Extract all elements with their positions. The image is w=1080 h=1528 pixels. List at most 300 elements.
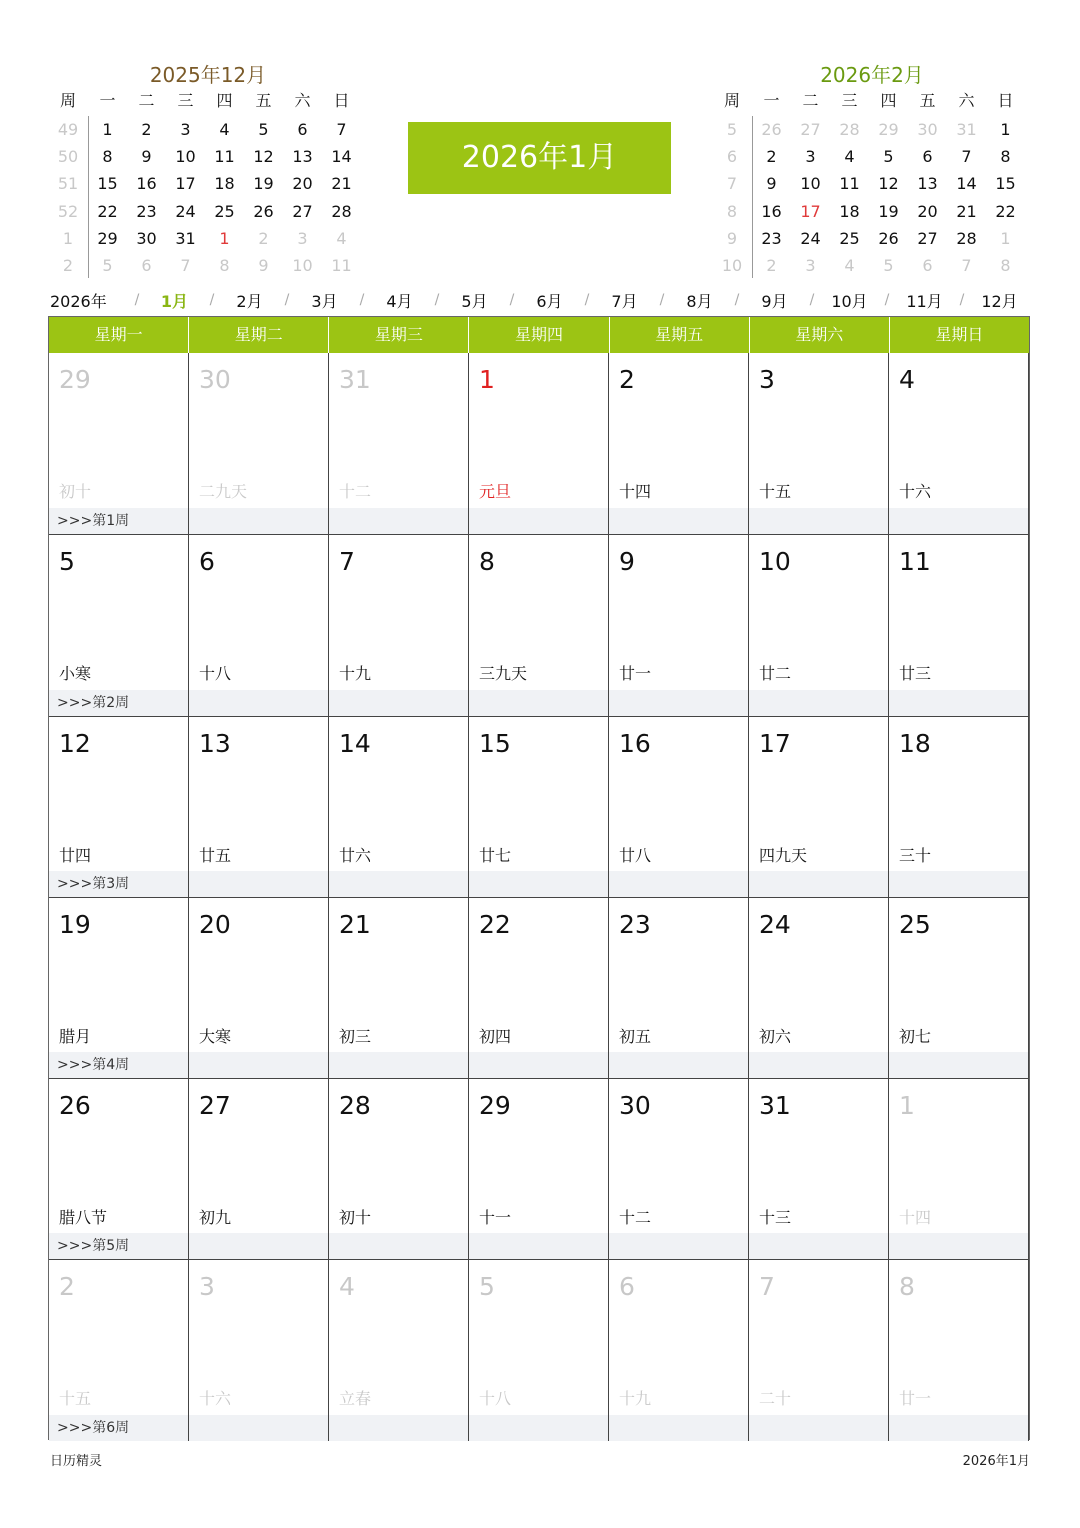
mini-week-row	[48, 225, 361, 252]
mini-calendar-divider	[88, 116, 89, 278]
day-cell[interactable]	[749, 1260, 889, 1440]
lunar-date: 廿一	[619, 664, 652, 684]
lunar-date: 小寒	[59, 664, 92, 684]
lunar-date: 二十	[759, 1389, 792, 1409]
day-cell[interactable]	[189, 1260, 329, 1440]
mini-day[interactable]: 2	[766, 256, 777, 275]
weekday-header-cell: 二	[802, 91, 819, 110]
day-number: 5	[479, 1272, 495, 1302]
mini-day[interactable]: 26	[253, 201, 274, 221]
day-cell[interactable]	[469, 535, 609, 715]
nav-separator: /	[134, 292, 140, 308]
mini-day[interactable]: 1	[1000, 120, 1011, 139]
mini-day[interactable]: 2	[141, 120, 152, 139]
mini-day[interactable]: 9	[766, 174, 777, 194]
day-cell[interactable]	[609, 1260, 749, 1440]
mini-day[interactable]: 1	[219, 228, 230, 248]
lunar-date: 十八	[199, 664, 232, 684]
mini-day[interactable]: 10	[292, 256, 313, 275]
day-cell-footer	[889, 871, 1028, 897]
mini-day[interactable]: 1	[102, 120, 113, 139]
month-link-12[interactable]: 12月	[981, 291, 1018, 311]
day-cell[interactable]	[469, 1260, 609, 1440]
mini-day[interactable]: 16	[761, 201, 782, 221]
mini-day[interactable]: 26	[878, 228, 899, 248]
day-cell-footer	[749, 508, 888, 534]
day-cell-footer	[329, 1052, 468, 1078]
mini-day[interactable]: 23	[761, 228, 782, 248]
mini-day[interactable]: 4	[844, 147, 855, 167]
day-cell[interactable]	[189, 717, 329, 897]
mini-day[interactable]: 7	[336, 120, 347, 139]
mini-day[interactable]: 15	[97, 174, 118, 194]
mini-day[interactable]: 8	[1000, 147, 1011, 167]
mini-day[interactable]: 13	[917, 174, 938, 194]
weekday-header-cell: 五	[255, 91, 272, 110]
nav-separator: /	[809, 292, 815, 308]
mini-day[interactable]: 9	[141, 147, 152, 167]
mini-day[interactable]: 11	[331, 256, 352, 275]
mini-day[interactable]: 28	[956, 228, 977, 248]
lunar-date: 初三	[339, 1026, 372, 1046]
mini-day[interactable]: 23	[136, 201, 157, 221]
lunar-date: 腊八节	[59, 1208, 108, 1228]
day-cell[interactable]	[49, 717, 189, 897]
mini-day[interactable]: 3	[180, 120, 191, 139]
week-row	[49, 716, 1029, 897]
day-cell[interactable]	[469, 353, 609, 534]
day-cell-footer	[189, 871, 328, 897]
week-number: 51	[57, 174, 79, 194]
lunar-date: 三九天	[479, 664, 528, 684]
day-cell-footer	[749, 690, 888, 716]
day-cell[interactable]	[889, 898, 1029, 1078]
day-cell-footer	[609, 508, 748, 534]
mini-day[interactable]: 1	[1000, 228, 1011, 248]
day-number: 30	[619, 1091, 651, 1121]
mini-day[interactable]: 17	[175, 174, 196, 194]
mini-day[interactable]: 30	[917, 120, 938, 139]
mini-day[interactable]: 3	[805, 256, 816, 275]
day-number: 5	[59, 547, 75, 577]
mini-day[interactable]: 24	[175, 201, 196, 221]
mini-day[interactable]: 10	[175, 147, 196, 167]
day-number: 1	[899, 1091, 915, 1121]
mini-day[interactable]: 3	[297, 228, 308, 248]
week-label: >>>第4周	[57, 1057, 130, 1074]
day-number: 29	[59, 365, 91, 394]
week-row	[49, 353, 1029, 534]
week-number: 2	[62, 256, 74, 275]
mini-day[interactable]: 6	[141, 256, 152, 275]
day-cell-footer	[749, 1052, 888, 1078]
lunar-date: 大寒	[199, 1026, 232, 1046]
month-link-6[interactable]: 6月	[536, 291, 563, 311]
day-number: 20	[199, 909, 231, 939]
day-cell[interactable]	[189, 1079, 329, 1259]
mini-day[interactable]: 12	[253, 147, 274, 167]
day-number: 3	[759, 365, 775, 394]
mini-day[interactable]: 31	[956, 120, 977, 139]
mini-day[interactable]: 13	[292, 147, 313, 167]
lunar-date: 十二	[619, 1208, 652, 1228]
mini-day[interactable]: 5	[258, 120, 269, 139]
month-link-8[interactable]: 8月	[686, 291, 713, 311]
mini-week-row	[712, 170, 1025, 197]
mini-day[interactable]: 16	[136, 174, 157, 194]
mini-week-row	[48, 252, 361, 279]
day-cell[interactable]	[749, 535, 889, 715]
day-cell-footer	[609, 1052, 748, 1078]
week-row	[49, 534, 1029, 715]
day-cell-footer	[889, 1233, 1028, 1259]
mini-day[interactable]: 10	[800, 174, 821, 194]
footer-month: 2026年1月	[962, 1454, 1030, 1469]
day-cell-footer	[749, 871, 888, 897]
day-cell-footer	[189, 1233, 328, 1259]
mini-day[interactable]: 8	[1000, 256, 1011, 275]
day-cell[interactable]	[749, 898, 889, 1078]
week-number: 52	[57, 201, 79, 221]
day-cell-footer	[329, 508, 468, 534]
lunar-date: 廿三	[899, 664, 932, 684]
mini-day[interactable]: 18	[839, 201, 860, 221]
day-number: 1	[479, 365, 495, 394]
day-cell[interactable]	[189, 898, 329, 1078]
day-cell-footer	[329, 1233, 468, 1259]
mini-day[interactable]: 6	[922, 256, 933, 275]
weekday-header-cell: 三	[841, 91, 858, 110]
mini-week-row	[48, 170, 361, 197]
lunar-date: 十六	[899, 482, 932, 501]
mini-day[interactable]: 28	[331, 201, 352, 221]
day-cell-footer	[469, 871, 608, 897]
mini-day[interactable]: 29	[97, 228, 118, 248]
lunar-date: 立春	[339, 1389, 372, 1409]
mini-day[interactable]: 30	[136, 228, 157, 248]
day-number: 4	[339, 1272, 355, 1302]
day-cell-footer	[889, 508, 1028, 534]
mini-calendar-divider	[752, 116, 753, 278]
day-cell[interactable]	[329, 717, 469, 897]
day-number: 23	[619, 909, 651, 939]
weekday-header-cell: 星期一	[49, 317, 189, 353]
mini-day[interactable]: 8	[102, 147, 113, 167]
day-number: 17	[759, 728, 791, 758]
day-number: 13	[199, 728, 231, 758]
day-number: 24	[759, 909, 791, 939]
mini-day[interactable]: 20	[917, 201, 938, 221]
day-cell[interactable]	[329, 1260, 469, 1440]
lunar-date: 初五	[619, 1026, 652, 1046]
week-number: 6	[726, 147, 738, 167]
nav-separator: /	[434, 292, 440, 308]
day-cell[interactable]	[329, 898, 469, 1078]
mini-day[interactable]: 5	[883, 147, 894, 167]
day-cell[interactable]	[609, 1079, 749, 1259]
weekday-header-cell: 日	[333, 91, 350, 110]
weekday-header-cell: 星期四	[469, 317, 609, 353]
day-cell-footer	[889, 690, 1028, 716]
weekday-header	[49, 317, 1029, 353]
day-cell[interactable]	[749, 717, 889, 897]
day-number: 25	[899, 909, 931, 939]
day-cell-footer	[189, 690, 328, 716]
day-cell[interactable]	[889, 535, 1029, 715]
mini-day[interactable]: 12	[878, 174, 899, 194]
month-link-2[interactable]: 2月	[236, 291, 263, 311]
week-row	[49, 1259, 1029, 1440]
day-cell[interactable]	[609, 353, 749, 534]
day-cell[interactable]	[49, 353, 189, 534]
day-cell[interactable]	[49, 1079, 189, 1259]
nav-separator: /	[359, 292, 365, 308]
lunar-date: 四九天	[759, 845, 808, 865]
day-cell[interactable]	[49, 898, 189, 1078]
month-link-9[interactable]: 9月	[761, 291, 788, 311]
day-number: 8	[479, 547, 495, 577]
day-cell-footer	[329, 1415, 468, 1441]
day-number: 9	[619, 547, 635, 577]
mini-day[interactable]: 27	[917, 228, 938, 248]
lunar-date: 初四	[479, 1026, 512, 1046]
lunar-date: 十三	[759, 1208, 792, 1228]
month-link-11[interactable]: 11月	[906, 291, 943, 311]
mini-day[interactable]: 6	[922, 147, 933, 167]
week-label: >>>第1周	[57, 513, 130, 530]
lunar-date: 十五	[759, 482, 792, 501]
weekday-header-cell: 二	[138, 91, 155, 110]
week-label: >>>第6周	[57, 1419, 130, 1436]
day-cell-footer	[609, 1233, 748, 1259]
month-link-1[interactable]: 1月	[160, 291, 189, 311]
weekday-header-cell: 星期日	[935, 325, 984, 344]
lunar-date: 腊月	[59, 1026, 92, 1046]
mini-day[interactable]: 19	[253, 174, 274, 194]
week-number: 50	[57, 147, 79, 167]
day-cell-footer	[189, 508, 328, 534]
lunar-date: 廿四	[59, 845, 92, 865]
month-nav	[50, 288, 1030, 312]
lunar-date: 廿七	[479, 845, 512, 865]
day-number: 8	[899, 1272, 915, 1302]
lunar-date: 二九天	[199, 482, 248, 501]
mini-day[interactable]: 4	[336, 228, 347, 248]
weekday-header-cell: 四	[880, 91, 897, 110]
weekday-header-cell: 日	[997, 91, 1014, 110]
day-number: 11	[899, 547, 931, 577]
weekday-header-cell: 四	[216, 91, 233, 110]
mini-week-row	[48, 143, 361, 170]
day-number: 22	[479, 909, 511, 939]
lunar-date: 十二	[339, 482, 372, 501]
mini-day[interactable]: 27	[800, 120, 821, 139]
mini-day[interactable]: 18	[214, 174, 235, 194]
weekday-header-cell: 星期三	[329, 317, 469, 353]
day-number: 2	[59, 1272, 75, 1302]
day-cell[interactable]	[889, 1260, 1029, 1440]
day-number: 2	[619, 365, 635, 394]
month-link-7[interactable]: 7月	[611, 291, 638, 311]
day-number: 7	[339, 547, 355, 577]
mini-day[interactable]: 28	[839, 120, 860, 139]
weekday-header-cell: 六	[294, 91, 311, 110]
nav-separator: /	[584, 292, 590, 308]
week-number: 49	[57, 120, 79, 139]
mini-day[interactable]: 22	[995, 201, 1016, 221]
nav-separator: /	[284, 292, 290, 308]
day-cell-footer	[889, 1415, 1028, 1441]
week-label: >>>第2周	[57, 694, 130, 711]
lunar-date: 廿五	[199, 845, 232, 865]
day-cell[interactable]	[329, 1079, 469, 1259]
day-cell[interactable]	[329, 353, 469, 534]
mini-calendar-next-title: 2026年2月	[820, 63, 924, 87]
mini-day[interactable]: 21	[956, 201, 977, 221]
day-cell-footer	[329, 871, 468, 897]
day-number: 14	[339, 728, 371, 758]
day-cell-footer	[469, 1415, 608, 1441]
week-col-header: 周	[723, 91, 740, 110]
day-number: 7	[759, 1272, 775, 1302]
day-number: 6	[199, 547, 215, 577]
day-cell-footer	[469, 690, 608, 716]
day-cell[interactable]	[469, 898, 609, 1078]
mini-day[interactable]: 29	[878, 120, 899, 139]
lunar-date: 十四	[619, 482, 652, 501]
day-cell-footer	[749, 1233, 888, 1259]
mini-day[interactable]: 2	[258, 228, 269, 248]
lunar-date: 三十	[899, 845, 932, 865]
mini-day[interactable]: 24	[800, 228, 821, 248]
day-cell[interactable]	[749, 1079, 889, 1259]
mini-day[interactable]: 4	[844, 256, 855, 275]
week-number: 10	[721, 256, 743, 275]
mini-day[interactable]: 4	[219, 120, 230, 139]
lunar-date: 初九	[199, 1208, 232, 1228]
day-cell[interactable]	[189, 535, 329, 715]
mini-day[interactable]: 31	[175, 228, 196, 248]
day-cell[interactable]	[609, 717, 749, 897]
lunar-date: 十八	[479, 1389, 512, 1409]
day-number: 31	[339, 365, 371, 394]
day-cell[interactable]	[889, 1079, 1029, 1259]
mini-day[interactable]: 8	[219, 256, 230, 275]
lunar-date: 廿六	[339, 845, 372, 865]
day-number: 21	[339, 909, 371, 939]
mini-day[interactable]: 22	[97, 201, 118, 221]
mini-day[interactable]: 3	[805, 147, 816, 167]
mini-day[interactable]: 19	[878, 201, 899, 221]
mini-week-row	[712, 225, 1025, 252]
day-cell[interactable]	[609, 898, 749, 1078]
mini-day[interactable]: 7	[180, 256, 191, 275]
mini-day[interactable]: 6	[297, 120, 308, 139]
nav-separator: /	[509, 292, 515, 308]
lunar-date: 初十	[339, 1208, 372, 1228]
mini-day[interactable]: 26	[761, 120, 782, 139]
lunar-date: 元旦	[479, 482, 512, 501]
day-cell[interactable]	[469, 1079, 609, 1259]
day-number: 19	[59, 909, 91, 939]
lunar-date: 十一	[479, 1208, 512, 1228]
mini-calendar-next-header	[712, 88, 1025, 111]
week-number: 7	[726, 174, 738, 194]
day-cell[interactable]	[749, 353, 889, 534]
day-number: 31	[759, 1091, 791, 1121]
month-grid	[48, 316, 1030, 1440]
day-cell-footer	[609, 1415, 748, 1441]
mini-day[interactable]: 25	[839, 228, 860, 248]
mini-day[interactable]: 25	[214, 201, 235, 221]
day-cell-footer	[469, 508, 608, 534]
mini-day[interactable]: 21	[331, 174, 352, 194]
day-cell[interactable]	[889, 353, 1029, 534]
weekday-header-cell: 六	[958, 91, 975, 110]
mini-day[interactable]: 7	[961, 256, 972, 275]
mini-week-row	[712, 143, 1025, 170]
mini-day[interactable]: 11	[214, 147, 235, 167]
month-link-10[interactable]: 10月	[831, 291, 868, 311]
mini-day[interactable]: 11	[839, 174, 860, 194]
day-cell[interactable]	[329, 535, 469, 715]
day-cell[interactable]	[189, 353, 329, 534]
week-number: 8	[726, 201, 738, 221]
month-link-3[interactable]: 3月	[311, 291, 338, 311]
lunar-date: 廿二	[759, 664, 792, 684]
mini-day[interactable]: 27	[292, 201, 313, 221]
lunar-date: 初六	[759, 1026, 792, 1046]
day-cell-footer	[189, 1415, 328, 1441]
lunar-date: 廿一	[899, 1389, 932, 1409]
month-link-4[interactable]: 4月	[386, 291, 413, 311]
mini-day[interactable]: 5	[883, 256, 894, 275]
day-number: 12	[59, 728, 91, 758]
day-cell[interactable]	[469, 717, 609, 897]
day-cell[interactable]	[49, 1260, 189, 1440]
mini-day[interactable]: 14	[956, 174, 977, 194]
mini-day[interactable]: 5	[102, 256, 113, 275]
day-cell-footer	[329, 690, 468, 716]
week-row	[49, 1078, 1029, 1259]
mini-day[interactable]: 20	[292, 174, 313, 194]
day-cell-footer	[889, 1052, 1028, 1078]
week-col-header: 周	[59, 91, 76, 110]
mini-week-row	[48, 116, 361, 143]
week-label: >>>第5周	[57, 1238, 130, 1255]
mini-week-row	[48, 198, 361, 225]
mini-day[interactable]: 15	[995, 174, 1016, 194]
day-cell[interactable]	[609, 535, 749, 715]
mini-day[interactable]: 17	[800, 201, 821, 221]
day-cell[interactable]	[49, 535, 189, 715]
day-number: 30	[199, 365, 231, 394]
day-number: 27	[199, 1091, 231, 1121]
lunar-date: 十九	[339, 664, 372, 684]
week-number: 1	[62, 228, 74, 248]
lunar-date: 初十	[59, 482, 92, 501]
mini-day[interactable]: 9	[258, 256, 269, 275]
mini-day[interactable]: 14	[331, 147, 352, 167]
mini-day[interactable]: 7	[961, 147, 972, 167]
month-link-5[interactable]: 5月	[461, 291, 488, 311]
weekday-header-cell: 星期二	[189, 317, 329, 353]
day-cell-footer	[749, 1415, 888, 1441]
day-cell[interactable]	[889, 717, 1029, 897]
weekday-header-cell: 一	[99, 91, 116, 110]
mini-day[interactable]: 2	[766, 147, 777, 167]
day-number: 18	[899, 728, 931, 758]
